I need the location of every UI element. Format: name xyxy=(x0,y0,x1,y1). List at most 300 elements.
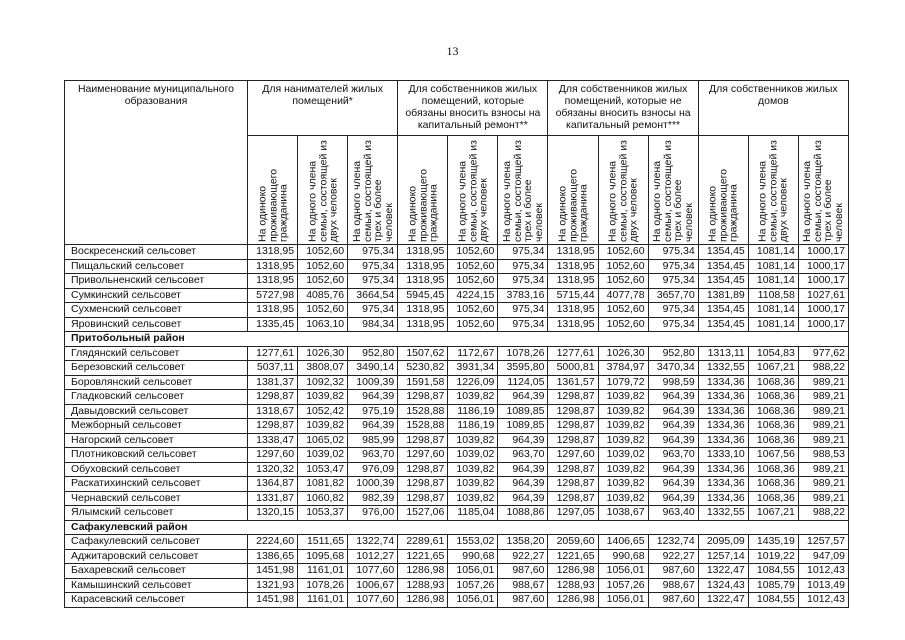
sub-header-label: На одного члена семьи, состоящей из трех и более человек xyxy=(350,140,395,242)
value-cell: 5945,45 xyxy=(398,288,448,303)
value-cell: 5037,11 xyxy=(248,361,298,376)
value-cell: 987,60 xyxy=(498,564,548,579)
table-row xyxy=(65,274,849,289)
value-cell: 1354,45 xyxy=(698,317,748,332)
municipality-name: Давыдовский сельсовет xyxy=(65,404,248,419)
value-cell: 1288,93 xyxy=(398,578,448,593)
value-cell: 3808,07 xyxy=(298,361,348,376)
value-cell: 1406,65 xyxy=(598,535,648,550)
value-cell: 1334,36 xyxy=(698,375,748,390)
sub-header-label: На одного члена семьи, состоящей из трех и более человек xyxy=(651,140,695,242)
value-cell: 1019,22 xyxy=(748,549,798,564)
value-cell: 1085,79 xyxy=(748,578,798,593)
value-cell: 987,60 xyxy=(498,593,548,608)
section-row xyxy=(65,332,849,347)
value-cell: 4077,78 xyxy=(598,288,648,303)
sub-header-three-plus xyxy=(648,136,698,245)
value-cell: 1081,14 xyxy=(748,317,798,332)
value-cell: 5715,44 xyxy=(548,288,598,303)
sub-header-label: На одного члена семьи, состоящей из трех и более человек xyxy=(500,140,545,242)
value-cell: 990,68 xyxy=(598,549,648,564)
value-cell: 1009,39 xyxy=(348,375,398,390)
value-cell: 976,00 xyxy=(348,506,398,521)
sub-header-label: На одиноко проживающего гражданина xyxy=(255,168,289,242)
value-cell: 990,68 xyxy=(448,549,498,564)
table-row xyxy=(65,390,849,405)
value-cell: 1000,17 xyxy=(798,274,848,289)
value-cell: 975,34 xyxy=(498,274,548,289)
value-cell: 1172,67 xyxy=(448,346,498,361)
value-cell: 5230,82 xyxy=(398,361,448,376)
value-cell: 1298,87 xyxy=(548,433,598,448)
value-cell: 1056,01 xyxy=(598,593,648,608)
value-cell: 1298,87 xyxy=(398,390,448,405)
value-cell: 963,70 xyxy=(648,448,698,463)
value-cell: 975,34 xyxy=(348,274,398,289)
value-cell: 1277,61 xyxy=(248,346,298,361)
value-cell: 964,39 xyxy=(498,390,548,405)
value-cell: 1507,62 xyxy=(398,346,448,361)
value-cell: 1381,89 xyxy=(698,288,748,303)
municipality-name: Нагорский сельсовет xyxy=(65,433,248,448)
value-cell: 1298,87 xyxy=(548,390,598,405)
sub-header-two-person xyxy=(298,136,348,245)
table-row xyxy=(65,404,849,419)
section-row xyxy=(65,520,849,535)
value-cell: 1052,60 xyxy=(298,245,348,260)
value-cell: 963,70 xyxy=(498,448,548,463)
value-cell: 1052,60 xyxy=(298,259,348,274)
municipality-name: Обуховский сельсовет xyxy=(65,462,248,477)
value-cell: 1257,14 xyxy=(698,549,748,564)
value-cell: 1006,67 xyxy=(348,578,398,593)
value-cell: 1052,60 xyxy=(448,317,498,332)
value-cell: 1318,95 xyxy=(548,259,598,274)
value-cell: 1052,60 xyxy=(598,303,648,318)
table-row xyxy=(65,549,849,564)
value-cell: 1039,82 xyxy=(448,477,498,492)
subsistence-table xyxy=(64,80,849,608)
value-cell: 1298,87 xyxy=(548,462,598,477)
value-cell: 989,21 xyxy=(798,390,848,405)
value-cell: 1089,85 xyxy=(498,404,548,419)
value-cell: 5000,81 xyxy=(548,361,598,376)
value-cell: 1000,17 xyxy=(798,303,848,318)
value-cell: 975,34 xyxy=(498,317,548,332)
municipality-name: Межборный сельсовет xyxy=(65,419,248,434)
value-cell: 988,53 xyxy=(798,448,848,463)
value-cell: 988,67 xyxy=(648,578,698,593)
value-cell: 998,59 xyxy=(648,375,698,390)
value-cell: 1286,98 xyxy=(548,564,598,579)
value-cell: 1333,10 xyxy=(698,448,748,463)
value-cell: 1221,65 xyxy=(398,549,448,564)
table-row xyxy=(65,288,849,303)
value-cell: 1068,36 xyxy=(748,375,798,390)
municipality-name: Чернавский сельсовет xyxy=(65,491,248,506)
value-cell: 964,39 xyxy=(648,404,698,419)
value-cell: 964,39 xyxy=(498,491,548,506)
sub-header-label: На одного члена семьи, состоящей из двух человек xyxy=(456,140,490,242)
value-cell: 1052,60 xyxy=(298,274,348,289)
group-header-tenants: Для нанимателей жилых помещений* xyxy=(248,81,398,136)
value-cell: 988,22 xyxy=(798,361,848,376)
value-cell: 1361,57 xyxy=(548,375,598,390)
value-cell: 3931,34 xyxy=(448,361,498,376)
value-cell: 964,39 xyxy=(648,462,698,477)
value-cell: 947,09 xyxy=(798,549,848,564)
table-row xyxy=(65,506,849,521)
value-cell: 2095,09 xyxy=(698,535,748,550)
value-cell: 1320,32 xyxy=(248,462,298,477)
value-cell: 922,27 xyxy=(648,549,698,564)
value-cell: 975,34 xyxy=(498,259,548,274)
value-cell: 1322,47 xyxy=(698,564,748,579)
value-cell: 963,40 xyxy=(648,506,698,521)
value-cell: 1221,65 xyxy=(548,549,598,564)
table-row xyxy=(65,593,849,608)
value-cell: 1039,82 xyxy=(598,462,648,477)
value-cell: 1039,82 xyxy=(598,477,648,492)
value-cell: 1057,26 xyxy=(598,578,648,593)
value-cell: 1077,60 xyxy=(348,564,398,579)
sub-header-label: На одиноко проживающего гражданина xyxy=(406,168,440,242)
value-cell: 1039,82 xyxy=(448,491,498,506)
value-cell: 1081,14 xyxy=(748,245,798,260)
value-cell: 1039,82 xyxy=(598,433,648,448)
value-cell: 989,21 xyxy=(798,419,848,434)
section-title: Притобольный район xyxy=(65,332,849,347)
value-cell: 1052,60 xyxy=(448,245,498,260)
value-cell: 2224,60 xyxy=(248,535,298,550)
value-cell: 1039,82 xyxy=(598,404,648,419)
value-cell: 1298,87 xyxy=(248,419,298,434)
value-cell: 1318,95 xyxy=(548,245,598,260)
value-cell: 1318,95 xyxy=(248,259,298,274)
value-cell: 1067,21 xyxy=(748,361,798,376)
value-cell: 1338,47 xyxy=(248,433,298,448)
value-cell: 964,39 xyxy=(648,491,698,506)
sub-header-label: На одного члена семьи, состоящей из двух человек xyxy=(305,140,339,242)
value-cell: 964,39 xyxy=(648,477,698,492)
value-cell: 1053,47 xyxy=(298,462,348,477)
municipality-name: Березовский сельсовет xyxy=(65,361,248,376)
value-cell: 4085,76 xyxy=(298,288,348,303)
value-cell: 1039,02 xyxy=(448,448,498,463)
value-cell: 3657,70 xyxy=(648,288,698,303)
table-row xyxy=(65,448,849,463)
value-cell: 1039,82 xyxy=(448,462,498,477)
page-number: 13 xyxy=(446,44,459,58)
table-row xyxy=(65,259,849,274)
value-cell: 1435,19 xyxy=(748,535,798,550)
table-row xyxy=(65,433,849,448)
value-cell: 1334,36 xyxy=(698,477,748,492)
value-cell: 1553,02 xyxy=(448,535,498,550)
value-cell: 1054,83 xyxy=(748,346,798,361)
value-cell: 1528,88 xyxy=(398,404,448,419)
value-cell: 1334,36 xyxy=(698,491,748,506)
value-cell: 989,21 xyxy=(798,375,848,390)
value-cell: 1013,49 xyxy=(798,578,848,593)
value-cell: 964,39 xyxy=(648,390,698,405)
value-cell: 1000,17 xyxy=(798,245,848,260)
value-cell: 975,19 xyxy=(348,404,398,419)
value-cell: 1297,60 xyxy=(548,448,598,463)
value-cell: 1318,95 xyxy=(248,245,298,260)
value-cell: 1039,02 xyxy=(298,448,348,463)
sub-header-three-plus xyxy=(348,136,398,245)
value-cell: 975,34 xyxy=(648,317,698,332)
value-cell: 964,39 xyxy=(648,433,698,448)
section-title: Сафакулевский район xyxy=(65,520,849,535)
value-cell: 3470,34 xyxy=(648,361,698,376)
municipality-name: Глядянский сельсовет xyxy=(65,346,248,361)
value-cell: 1039,82 xyxy=(298,390,348,405)
value-cell: 964,39 xyxy=(498,477,548,492)
value-cell: 1298,87 xyxy=(398,433,448,448)
value-cell: 975,34 xyxy=(348,303,398,318)
value-cell: 1364,87 xyxy=(248,477,298,492)
table-row xyxy=(65,564,849,579)
value-cell: 988,22 xyxy=(798,506,848,521)
value-cell: 1528,88 xyxy=(398,419,448,434)
value-cell: 3784,97 xyxy=(598,361,648,376)
value-cell: 1331,87 xyxy=(248,491,298,506)
value-cell: 1052,60 xyxy=(598,259,648,274)
value-cell: 964,39 xyxy=(498,433,548,448)
value-cell: 1124,05 xyxy=(498,375,548,390)
value-cell: 1161,01 xyxy=(298,593,348,608)
value-cell: 1012,43 xyxy=(798,564,848,579)
value-cell: 1335,45 xyxy=(248,317,298,332)
value-cell: 1065,02 xyxy=(298,433,348,448)
value-cell: 1081,82 xyxy=(298,477,348,492)
value-cell: 975,34 xyxy=(648,259,698,274)
value-cell: 985,99 xyxy=(348,433,398,448)
table-row xyxy=(65,361,849,376)
value-cell: 1078,26 xyxy=(298,578,348,593)
value-cell: 1186,19 xyxy=(448,419,498,434)
sub-header-three-plus xyxy=(798,136,848,245)
group-header-owners-without-repair-fees: Для собственников жилых помещений, которые не обязаны вносить взносы на капитальный ремонт*** xyxy=(548,81,698,136)
value-cell: 1381,37 xyxy=(248,375,298,390)
value-cell: 1332,55 xyxy=(698,506,748,521)
value-cell: 1298,87 xyxy=(398,491,448,506)
sub-header-label: На одиноко проживающего гражданина xyxy=(556,168,590,242)
value-cell: 1039,82 xyxy=(448,390,498,405)
value-cell: 1092,32 xyxy=(298,375,348,390)
value-cell: 1354,45 xyxy=(698,274,748,289)
value-cell: 1068,36 xyxy=(748,491,798,506)
table-row xyxy=(65,303,849,318)
municipality-name: Плотниковский сельсовет xyxy=(65,448,248,463)
sub-header-two-person xyxy=(598,136,648,245)
value-cell: 1056,01 xyxy=(598,564,648,579)
value-cell: 1039,82 xyxy=(598,390,648,405)
value-cell: 1332,55 xyxy=(698,361,748,376)
value-cell: 1298,87 xyxy=(548,419,598,434)
value-cell: 1056,01 xyxy=(448,564,498,579)
municipality-name: Раскатихинский сельсовет xyxy=(65,477,248,492)
value-cell: 989,21 xyxy=(798,462,848,477)
value-cell: 1053,37 xyxy=(298,506,348,521)
value-cell: 1386,65 xyxy=(248,549,298,564)
sub-header-single xyxy=(698,136,748,245)
value-cell: 1081,14 xyxy=(748,303,798,318)
municipality-name: Боровлянский сельсовет xyxy=(65,375,248,390)
value-cell: 1084,55 xyxy=(748,564,798,579)
value-cell: 1057,26 xyxy=(448,578,498,593)
value-cell: 952,80 xyxy=(648,346,698,361)
municipality-name: Яровинский сельсовет xyxy=(65,317,248,332)
value-cell: 1038,67 xyxy=(598,506,648,521)
value-cell: 1039,82 xyxy=(598,419,648,434)
value-cell: 1318,95 xyxy=(398,274,448,289)
value-cell: 964,39 xyxy=(348,390,398,405)
value-cell: 1354,45 xyxy=(698,303,748,318)
value-cell: 1067,56 xyxy=(748,448,798,463)
value-cell: 984,34 xyxy=(348,317,398,332)
value-cell: 1313,11 xyxy=(698,346,748,361)
value-cell: 1079,72 xyxy=(598,375,648,390)
value-cell: 976,09 xyxy=(348,462,398,477)
value-cell: 1052,60 xyxy=(448,303,498,318)
sub-header-single xyxy=(548,136,598,245)
value-cell: 3490,14 xyxy=(348,361,398,376)
municipality-name: Ялымский сельсовет xyxy=(65,506,248,521)
value-cell: 1334,36 xyxy=(698,419,748,434)
value-cell: 1354,45 xyxy=(698,245,748,260)
sub-header-three-plus xyxy=(498,136,548,245)
value-cell: 1320,15 xyxy=(248,506,298,521)
value-cell: 1068,36 xyxy=(748,404,798,419)
value-cell: 1077,60 xyxy=(348,593,398,608)
value-cell: 1288,93 xyxy=(548,578,598,593)
value-cell: 1324,43 xyxy=(698,578,748,593)
sub-header-label: На одиноко проживающего гражданина xyxy=(706,168,740,242)
value-cell: 1322,47 xyxy=(698,593,748,608)
value-cell: 975,34 xyxy=(348,245,398,260)
sub-header-label: На одного члена семьи, состоящей из двух человек xyxy=(756,140,790,242)
sub-header-label: На одного члена семьи, состоящей из трех и более человек xyxy=(801,140,845,242)
table-row xyxy=(65,245,849,260)
municipality-name: Сухменский сельсовет xyxy=(65,303,248,318)
value-cell: 3664,54 xyxy=(348,288,398,303)
column-header-municipality: Наименование муниципального образования xyxy=(65,81,248,245)
value-cell: 964,39 xyxy=(648,419,698,434)
table-row xyxy=(65,346,849,361)
value-cell: 1297,60 xyxy=(248,448,298,463)
value-cell: 1318,95 xyxy=(398,245,448,260)
table-row xyxy=(65,375,849,390)
value-cell: 1318,95 xyxy=(548,303,598,318)
value-cell: 1052,60 xyxy=(298,303,348,318)
value-cell: 1060,82 xyxy=(298,491,348,506)
value-cell: 1298,87 xyxy=(248,390,298,405)
value-cell: 1318,95 xyxy=(548,317,598,332)
value-cell: 1318,67 xyxy=(248,404,298,419)
value-cell: 1052,42 xyxy=(298,404,348,419)
value-cell: 1334,36 xyxy=(698,390,748,405)
value-cell: 964,39 xyxy=(498,462,548,477)
value-cell: 977,62 xyxy=(798,346,848,361)
value-cell: 1052,60 xyxy=(598,245,648,260)
value-cell: 1052,60 xyxy=(598,274,648,289)
value-cell: 1000,39 xyxy=(348,477,398,492)
value-cell: 1185,04 xyxy=(448,506,498,521)
value-cell: 1000,17 xyxy=(798,259,848,274)
value-cell: 982,39 xyxy=(348,491,398,506)
value-cell: 1527,06 xyxy=(398,506,448,521)
value-cell: 1318,95 xyxy=(248,303,298,318)
sub-header-two-person xyxy=(748,136,798,245)
value-cell: 1052,60 xyxy=(448,259,498,274)
value-cell: 1451,98 xyxy=(248,593,298,608)
municipality-name: Аджитаровский сельсовет xyxy=(65,549,248,564)
value-cell: 963,70 xyxy=(348,448,398,463)
value-cell: 2289,61 xyxy=(398,535,448,550)
value-cell: 1298,87 xyxy=(398,462,448,477)
value-cell: 2059,60 xyxy=(548,535,598,550)
value-cell: 922,27 xyxy=(498,549,548,564)
value-cell: 1068,36 xyxy=(748,462,798,477)
value-cell: 1078,26 xyxy=(498,346,548,361)
municipality-name: Гладковский сельсовет xyxy=(65,390,248,405)
value-cell: 1322,74 xyxy=(348,535,398,550)
table-row xyxy=(65,535,849,550)
municipality-name: Бахаревский сельсовет xyxy=(65,564,248,579)
value-cell: 1000,17 xyxy=(798,317,848,332)
table-row xyxy=(65,578,849,593)
value-cell: 1257,57 xyxy=(798,535,848,550)
value-cell: 4224,15 xyxy=(448,288,498,303)
municipality-name: Пищальский сельсовет xyxy=(65,259,248,274)
value-cell: 1334,36 xyxy=(698,462,748,477)
value-cell: 987,60 xyxy=(648,564,698,579)
value-cell: 1298,87 xyxy=(398,477,448,492)
value-cell: 1063,10 xyxy=(298,317,348,332)
value-cell: 989,21 xyxy=(798,404,848,419)
value-cell: 1318,95 xyxy=(398,259,448,274)
group-header-owners-with-repair-fees: Для собственников жилых помещений, которые обязаны вносить взносы на капитальный ремонт** xyxy=(398,81,548,136)
value-cell: 1226,09 xyxy=(448,375,498,390)
value-cell: 1052,60 xyxy=(598,317,648,332)
municipality-name: Воскресенский сельсовет xyxy=(65,245,248,260)
value-cell: 1088,86 xyxy=(498,506,548,521)
value-cell: 988,67 xyxy=(498,578,548,593)
municipality-name: Сумкинский сельсовет xyxy=(65,288,248,303)
value-cell: 1039,82 xyxy=(298,419,348,434)
value-cell: 1012,43 xyxy=(798,593,848,608)
value-cell: 5727,98 xyxy=(248,288,298,303)
value-cell: 975,34 xyxy=(648,274,698,289)
table-row xyxy=(65,317,849,332)
municipality-name: Камышинский сельсовет xyxy=(65,578,248,593)
value-cell: 1286,98 xyxy=(398,564,448,579)
value-cell: 1026,30 xyxy=(598,346,648,361)
value-cell: 1052,60 xyxy=(448,274,498,289)
value-cell: 1084,55 xyxy=(748,593,798,608)
value-cell: 1081,14 xyxy=(748,259,798,274)
value-cell: 1068,36 xyxy=(748,433,798,448)
value-cell: 1056,01 xyxy=(448,593,498,608)
table-row xyxy=(65,462,849,477)
value-cell: 975,34 xyxy=(648,303,698,318)
value-cell: 975,34 xyxy=(498,245,548,260)
value-cell: 1068,36 xyxy=(748,477,798,492)
value-cell: 1298,87 xyxy=(548,491,598,506)
